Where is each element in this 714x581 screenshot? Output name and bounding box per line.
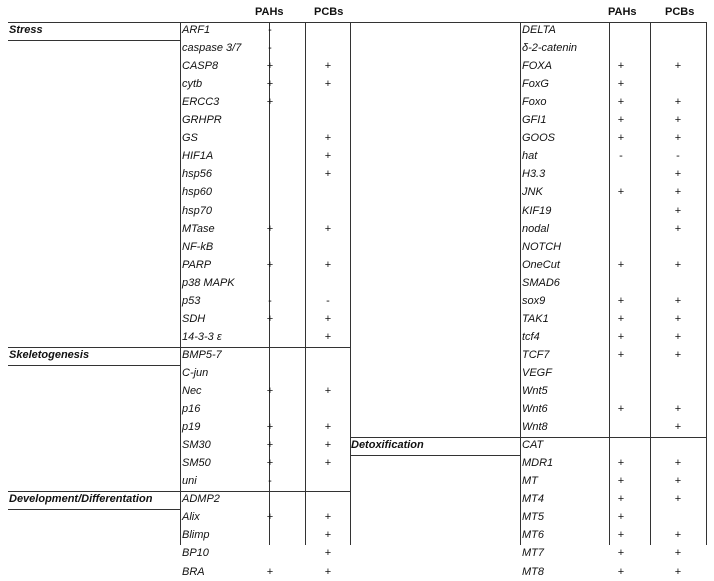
pcbs-mark: + <box>324 421 332 434</box>
pcbs-mark: + <box>674 330 682 343</box>
gene-name: BRA <box>182 565 205 578</box>
gene-name: C-jun <box>182 366 209 379</box>
gene-name: caspase 3/7 <box>182 42 242 55</box>
pcbs-mark: + <box>324 312 332 325</box>
gene-name: H3.3 <box>522 168 546 181</box>
pahs-mark: + <box>617 312 625 325</box>
pahs-mark: + <box>617 114 625 127</box>
pahs-mark: + <box>617 96 625 109</box>
pcbs-mark: + <box>674 565 682 578</box>
pcbs-mark: + <box>674 529 682 542</box>
gene-name: tcf4 <box>522 330 540 343</box>
header-pahs-right: PAHs <box>608 6 637 18</box>
pcbs-mark: + <box>674 348 682 361</box>
gene-name: OneCut <box>522 258 560 271</box>
pcbs-mark: + <box>674 294 682 307</box>
pahs-mark: - <box>268 475 272 488</box>
gene-name: HIF1A <box>182 150 214 163</box>
gene-name: TCF7 <box>522 348 550 361</box>
pahs-mark: - <box>268 42 272 55</box>
right-pcbs-column-rule <box>650 22 651 545</box>
pahs-mark: + <box>266 222 274 235</box>
pahs-mark: + <box>266 421 274 434</box>
gene-name: sox9 <box>522 294 546 307</box>
left-category-underline <box>8 40 180 41</box>
gene-name: hsp60 <box>182 186 212 199</box>
pahs-mark: + <box>266 565 274 578</box>
gene-name: MT <box>522 475 538 488</box>
pcbs-mark: + <box>674 547 682 560</box>
pahs-mark: + <box>266 78 274 91</box>
pahs-mark: + <box>266 258 274 271</box>
gene-name: NF-kB <box>182 240 214 253</box>
pcbs-mark: + <box>324 132 332 145</box>
gene-name: SDH <box>182 312 206 325</box>
gene-name: δ-2-catenin <box>522 42 578 55</box>
gene-name: Wnt8 <box>522 421 548 434</box>
pcbs-mark: + <box>674 132 682 145</box>
left-category-label: Development/Differentation <box>9 493 153 506</box>
pahs-mark: + <box>617 330 625 343</box>
pahs-mark: + <box>266 385 274 397</box>
gene-name: Blimp <box>182 529 210 542</box>
gene-name: GRHPR <box>182 114 222 127</box>
gene-name: ERCC3 <box>182 96 220 109</box>
pahs-mark: + <box>617 132 625 145</box>
pahs-mark: - <box>619 150 623 163</box>
gene-name: p16 <box>182 403 201 416</box>
gene-name: MT7 <box>522 547 544 560</box>
gene-name: Wnt6 <box>522 403 548 416</box>
pahs-mark: + <box>617 457 625 470</box>
right-category-underline <box>350 455 520 456</box>
gene-name: Wnt5 <box>522 385 548 397</box>
pahs-mark: + <box>617 511 625 524</box>
gene-name: BP10 <box>182 547 209 560</box>
gene-name: TAK1 <box>522 312 549 325</box>
gene-name: hat <box>522 150 538 163</box>
pcbs-mark: + <box>324 547 332 560</box>
pahs-mark: - <box>268 24 272 36</box>
pahs-mark: + <box>617 493 625 506</box>
pahs-mark: - <box>268 294 272 307</box>
gene-name: ARF1 <box>182 24 211 36</box>
gene-name: KIF19 <box>522 204 552 217</box>
gene-name: SMAD6 <box>522 276 560 289</box>
pahs-mark: + <box>617 403 625 416</box>
pahs-mark: + <box>617 348 625 361</box>
pahs-mark: + <box>617 475 625 488</box>
gene-name: MT8 <box>522 565 544 578</box>
gene-name: GFI1 <box>522 114 547 127</box>
header-pcbs-right: PCBs <box>665 6 695 18</box>
right-category-label: Detoxification <box>351 439 424 452</box>
gene-name: BMP5-7 <box>182 348 222 361</box>
gene-name: PARP <box>182 258 212 271</box>
gene-name: Foxo <box>522 96 547 109</box>
gene-name: JNK <box>522 186 543 199</box>
pahs-mark: + <box>266 60 274 73</box>
pcbs-mark: + <box>324 78 332 91</box>
pcbs-mark: + <box>674 186 682 199</box>
gene-name: GOOS <box>522 132 556 145</box>
gene-name: uni <box>182 475 197 488</box>
gene-name: MT6 <box>522 529 544 542</box>
gene-name: p53 <box>182 294 201 307</box>
pcbs-mark: + <box>674 475 682 488</box>
gene-name: MDR1 <box>522 457 554 470</box>
pcbs-mark: + <box>674 258 682 271</box>
pcbs-mark: + <box>324 565 332 578</box>
gene-name: MT5 <box>522 511 544 524</box>
pcbs-mark: + <box>324 222 332 235</box>
gene-name: SM50 <box>182 457 211 470</box>
gene-name: cytb <box>182 78 203 91</box>
pahs-mark: + <box>266 457 274 470</box>
pcbs-mark: + <box>324 330 332 343</box>
pcbs-mark: - <box>676 150 680 163</box>
gene-name: MTase <box>182 222 215 235</box>
right-pahs-column-rule <box>609 22 610 545</box>
left-category-underline <box>8 509 180 510</box>
gene-name: Alix <box>182 511 200 524</box>
center-divider-rule <box>350 22 351 545</box>
gene-name: ADMP2 <box>182 493 220 506</box>
pahs-mark: + <box>266 511 274 524</box>
pcbs-mark: + <box>674 312 682 325</box>
gene-name: nodal <box>522 222 549 235</box>
pahs-mark: + <box>617 60 625 73</box>
pahs-mark: + <box>617 565 625 578</box>
pcbs-mark: + <box>324 60 332 73</box>
header-pahs-left: PAHs <box>255 6 284 18</box>
gene-name: CASP8 <box>182 60 219 73</box>
pcbs-mark: + <box>324 457 332 470</box>
pahs-mark: + <box>617 258 625 271</box>
gene-name: NOTCH <box>522 240 562 253</box>
pcbs-mark: + <box>324 168 332 181</box>
pahs-mark: + <box>617 294 625 307</box>
gene-name: hsp70 <box>182 204 212 217</box>
pcbs-mark: + <box>324 511 332 524</box>
gene-name: DELTA <box>522 24 556 36</box>
pcbs-mark: + <box>674 204 682 217</box>
pahs-mark: + <box>266 312 274 325</box>
pahs-mark: + <box>617 547 625 560</box>
gene-name: p19 <box>182 421 201 434</box>
left-category-underline <box>8 365 180 366</box>
left-gene-column-rule <box>180 22 181 545</box>
pcbs-mark: + <box>674 421 682 434</box>
gene-name: FOXA <box>522 60 552 73</box>
pcbs-mark: + <box>674 222 682 235</box>
left-top-rule <box>8 22 350 23</box>
header-pcbs-left: PCBs <box>314 6 344 18</box>
pcbs-mark: - <box>326 294 330 307</box>
pcbs-mark: + <box>324 529 332 542</box>
pcbs-mark: + <box>674 457 682 470</box>
left-pcbs-column-rule <box>305 22 306 545</box>
gene-name: MT4 <box>522 493 544 506</box>
gene-name: GS <box>182 132 198 145</box>
gene-name: FoxG <box>522 78 549 91</box>
gene-name: hsp56 <box>182 168 212 181</box>
pahs-mark: + <box>266 96 274 109</box>
pahs-mark: + <box>617 529 625 542</box>
pcbs-mark: + <box>674 96 682 109</box>
gene-name: SM30 <box>182 439 211 452</box>
pcbs-mark: + <box>324 385 332 397</box>
pahs-mark: + <box>617 186 625 199</box>
gene-name: CAT <box>522 439 544 452</box>
pcbs-mark: + <box>674 403 682 416</box>
left-category-label: Stress <box>9 24 43 36</box>
pcbs-mark: + <box>324 150 332 163</box>
gene-name: VEGF <box>522 366 552 379</box>
left-category-label: Skeletogenesis <box>9 348 90 361</box>
pcbs-mark: + <box>674 493 682 506</box>
right-gene-column-rule <box>520 22 521 545</box>
gene-name: 14-3-3 ε <box>182 330 222 343</box>
gene-name: p38 MAPK <box>182 276 235 289</box>
pcbs-mark: + <box>674 114 682 127</box>
pahs-mark: + <box>266 439 274 452</box>
pcbs-mark: + <box>324 439 332 452</box>
gene-name: Nec <box>182 385 202 397</box>
pahs-mark: + <box>617 78 625 91</box>
pcbs-mark: + <box>674 168 682 181</box>
pcbs-mark: + <box>324 258 332 271</box>
pcbs-mark: + <box>674 60 682 73</box>
right-outer-rule <box>706 22 707 545</box>
